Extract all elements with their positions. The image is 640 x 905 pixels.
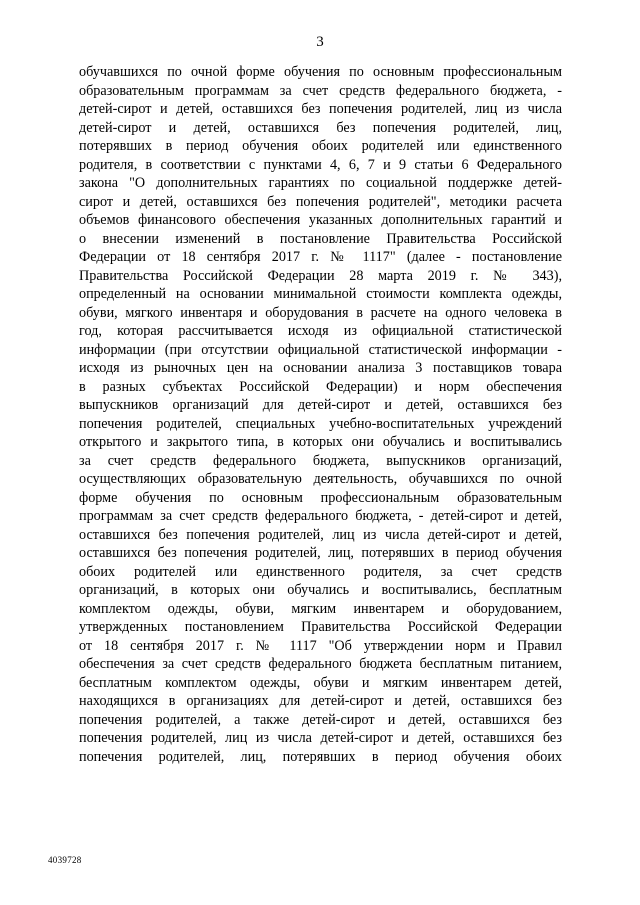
text-line: закона "О дополнительных гарантиях по социальной поддержке детей-	[79, 175, 562, 191]
text-line: информации (при отсутствии официальной статистической информации -	[79, 341, 562, 358]
text-line: оставшихся без попечения родителей, лиц из числа детей-сирот и детей,	[79, 526, 562, 543]
text-line: обучавшихся по очной форме обучения по основным профессиональным	[79, 64, 562, 80]
text-line: исходя из рыночных цен на основании анализа 3 поставщиков товара	[79, 360, 562, 376]
text-line: в разных субъектах Российской Федерации) и норм обеспечения	[79, 378, 562, 395]
body-text	[79, 63, 562, 766]
text-line: выпускников организаций для детей-сирот и детей, оставшихся без	[79, 397, 562, 413]
text-line: потерявших в период обучения обоих родителей или единственного	[79, 138, 562, 154]
text-line: Правительства Российской Федерации 28 марта 2019 г. № 343),	[79, 267, 562, 284]
text-line: сирот и детей, оставшихся без попечения родителей", методики расчета	[79, 193, 562, 210]
page-number: 3	[316, 34, 324, 50]
text-line: форме обучения по основным профессиональным образовательным	[79, 489, 562, 506]
text-line: попечения родителей, специальных учебно-воспитательных учреждений	[79, 415, 562, 432]
text-line: год, которая рассчитывается исходя из официальной статистической	[79, 323, 562, 339]
text-line: объемов финансового обеспечения указанных дополнительных гарантий и	[79, 212, 562, 228]
text-line: детей-сирот и детей, оставшихся без попечения родителей, лиц,	[79, 119, 562, 136]
text-line: Федерации от 18 сентября 2017 г. № 1117" (далее - постановление	[79, 249, 562, 265]
text-line: детей-сирот и детей, оставшихся без попечения родителей, лиц из числа	[79, 101, 562, 117]
text-line: обуви, мягкого инвентаря и оборудования в расчете на одного человека в	[79, 304, 562, 321]
text-line: попечения родителей, лиц, потерявших в период обучения обоих	[79, 748, 562, 765]
text-line: попечения родителей, а также детей-сирот и детей, оставшихся без	[79, 711, 562, 728]
text-line: за счет средств федерального бюджета, выпускников организаций,	[79, 452, 562, 469]
text-line: определенный на основании минимальной стоимости комплекта одежды,	[79, 286, 562, 302]
text-line: оставшихся без попечения родителей, лиц, потерявших в период обучения	[79, 545, 562, 561]
text-line: родителя, в соответствии с пунктами 4, 6, 7 и 9 статьи 6 Федерального	[79, 156, 562, 173]
text-line: бесплатным комплектом одежды, обуви и мягким инвентарем детей,	[79, 674, 562, 691]
text-line: утвержденных постановлением Правительства Российской Федерации	[79, 619, 562, 635]
text-line: организаций, в которых они обучались и воспитывались, бесплатным	[79, 582, 562, 598]
text-line: открытого и закрытого типа, в которых они обучались и воспитывались	[79, 434, 562, 450]
text-line: находящихся в организациях для детей-сирот и детей, оставшихся без	[79, 693, 562, 709]
text-line: обоих родителей или единственного родителя, за счет средств	[79, 563, 562, 580]
text-line: о внесении изменений в постановление Правительства Российской	[79, 230, 562, 247]
text-line: программам за счет средств федерального бюджета, - детей-сирот и детей,	[79, 508, 562, 524]
text-line: осуществляющих образовательную деятельность, обучавшихся по очной	[79, 471, 562, 487]
text-line: от 18 сентября 2017 г. № 1117 "Об утверждении норм и Правил	[79, 637, 562, 654]
text-line: комплектом одежды, обуви, мягким инвентарем и оборудованием,	[79, 600, 562, 617]
text-line: обеспечения за счет средств федерального бюджета бесплатным питанием,	[79, 656, 562, 672]
text-line: образовательным программам за счет средств федерального бюджета, -	[79, 82, 562, 99]
text-line: попечения родителей, лиц из числа детей-сирот и детей, оставшихся без	[79, 730, 562, 746]
document-code: 4039728	[48, 855, 82, 865]
